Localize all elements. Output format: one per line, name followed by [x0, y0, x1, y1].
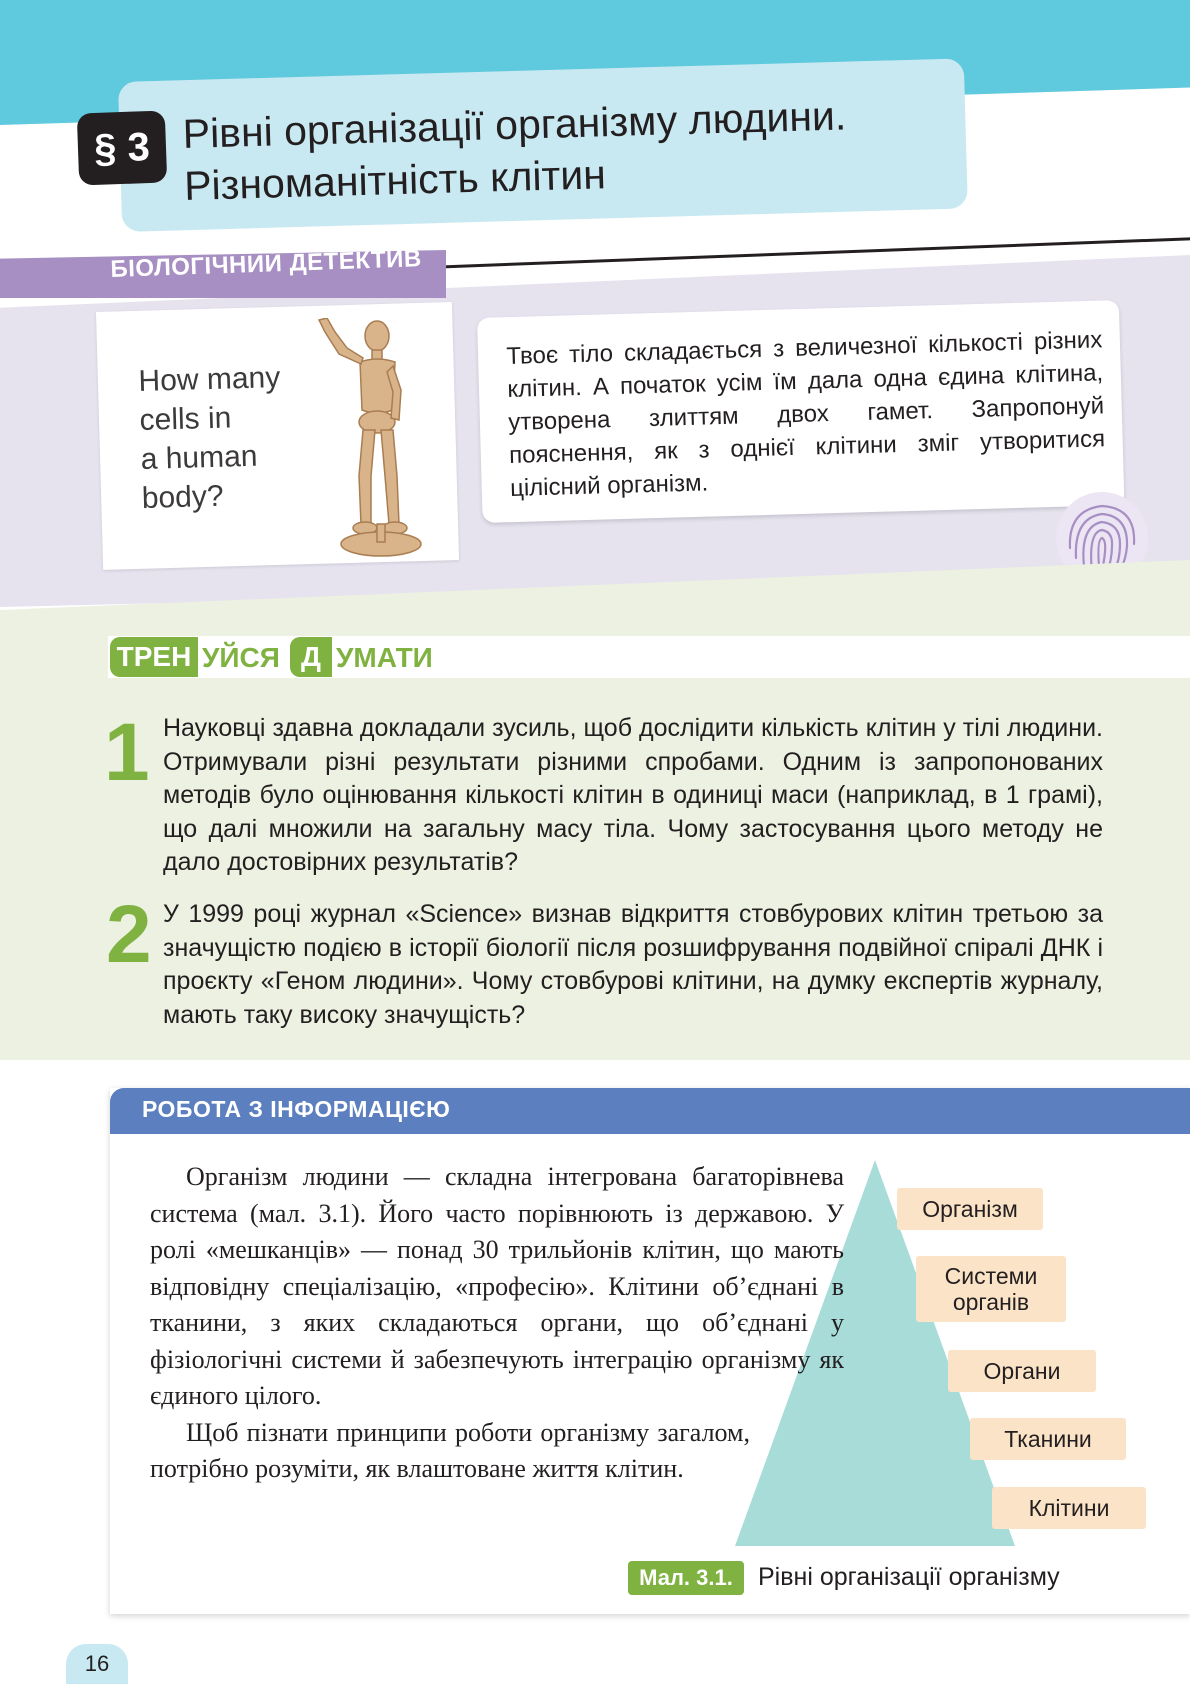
practice-label-rest-2: УМАТИ — [336, 642, 433, 673]
detective-section-label: БІОЛОГІЧНИЙ ДЕТЕКТИВ — [110, 245, 423, 283]
title-line-2: Різноманітність клітин — [183, 151, 607, 209]
figure-label: Мал. 3.1. — [628, 1561, 744, 1595]
detective-task-text: Твоє тіло складається з величезної кількості різних клітин. А початок усім їм дала одна єдина клітина, утворена злиттям двох гамет. Запропонуй пояснення, як з однієї клітини зміг утворитися цілісний організм. — [506, 326, 1106, 502]
task-text-1: Науковці здавна докладали зусиль, щоб дослідити кількість клітин у тілі людини. Отримували різні результати різними спробами. Одним із запропонованих методів було оцінювання кількості клітин в одиниці маси (наприклад, в 1 грамі), що далі множили на загальну масу тіла. Чому застосування цього методу не дало достовірних результатів? — [163, 714, 1103, 876]
question-line: How many — [138, 361, 281, 398]
pyramid-level-cells: Клітини — [992, 1487, 1146, 1529]
task-number-1: 1 — [104, 707, 150, 798]
wooden-mannequin-figurine — [305, 318, 455, 558]
pyramid-level-tissues: Тканини — [970, 1418, 1126, 1460]
page-title — [182, 86, 965, 212]
section-badge: § 3 — [77, 110, 167, 185]
practice-label-rest-1: УЙСЯ — [202, 642, 280, 673]
task-number-2: 2 — [106, 889, 152, 980]
pyramid-level-organism: Організм — [897, 1188, 1043, 1230]
info-section-label: РОБОТА З ІНФОРМАЦІЄЮ — [142, 1096, 451, 1122]
info-paragraph-1: Організм людини — складна інтегрована багаторівнева система (мал. 3.1). Його часто порівнюють із державою. У ролі «мешканців» — понад 30 трильйонів клітин, що мають відповідну спеціалізацію, «професію». Клітини об’єднані в тканини, з яких складаються органи, що об’єднані у фізіологічні системи й забезпечують інтеграцію організму як єдиного цілого. — [150, 1162, 844, 1410]
task-text-2: У 1999 році журнал «Science» визнав відкриття стовбурових клітин третьою за значущістю подією в історії біології після розшифрування подвійної спіралі ДНК і проєкту «Геном людини». Чому стовбурові клітини, на думку експертів журналу, мають таку високу значущість? — [163, 900, 1103, 1029]
question-line: a human — [140, 439, 258, 476]
pyramid-level-organs: Органи — [948, 1350, 1096, 1392]
question-line: body? — [141, 479, 224, 515]
question-line: cells in — [139, 401, 232, 437]
info-paragraph-2: Щоб пізнати принципи роботи організму загалом, потрібно розуміти, як влаштоване життя клітин. — [150, 1417, 750, 1483]
pyramid-level-systems: Системи органів — [916, 1256, 1066, 1322]
practice-label-highlight-1: ТРЕН — [110, 637, 198, 677]
practice-label-highlight-2: Д — [290, 637, 332, 677]
info-text — [150, 1159, 850, 1488]
page-number: 16 — [66, 1644, 128, 1684]
figure-caption: Рівні організації організму — [758, 1563, 1060, 1591]
title-line-1: Рівні організації організму людини. — [182, 92, 847, 157]
